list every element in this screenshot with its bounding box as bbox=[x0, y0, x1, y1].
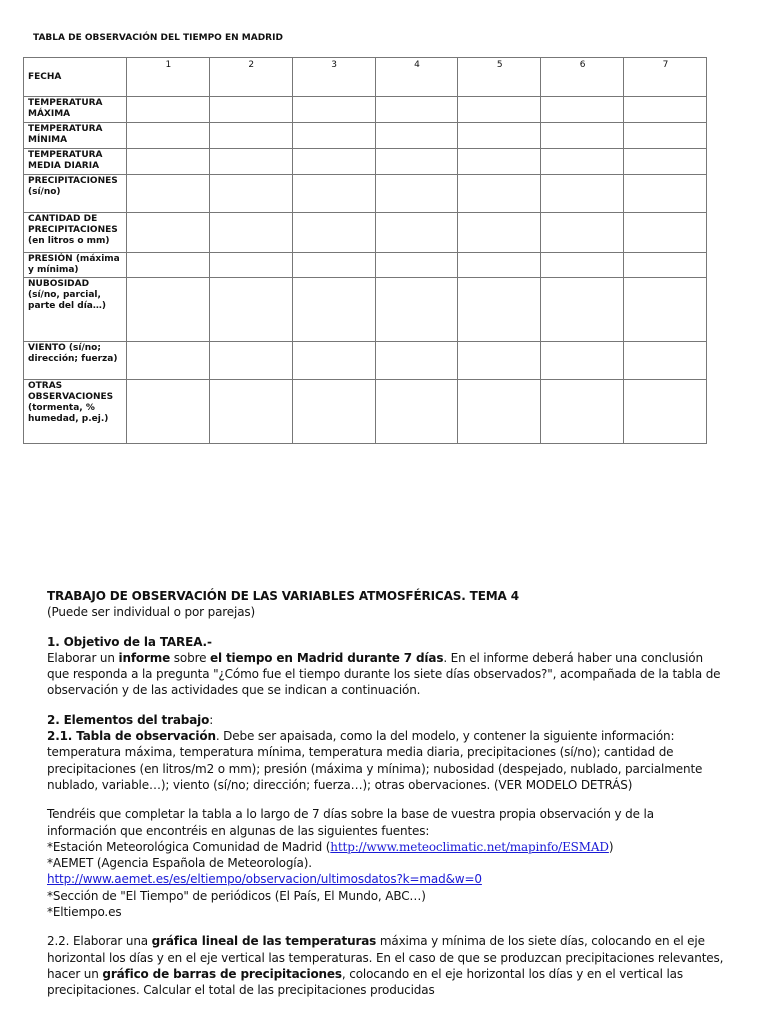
table-cell bbox=[292, 342, 375, 380]
doc-title: TRABAJO DE OBSERVACIÓN DE LAS VARIABLES ATMOSFÉRICAS. TEMA 4 bbox=[47, 589, 519, 603]
table-row bbox=[24, 149, 707, 175]
table-cell bbox=[458, 253, 541, 278]
assignment-text bbox=[47, 588, 727, 999]
table-cell bbox=[375, 123, 458, 149]
table-cell bbox=[127, 213, 210, 253]
table-cell bbox=[458, 175, 541, 213]
table-cell bbox=[127, 253, 210, 278]
table-cell bbox=[127, 123, 210, 149]
table-row bbox=[24, 213, 707, 253]
table-cell bbox=[127, 278, 210, 342]
table-cell bbox=[292, 149, 375, 175]
table-cell bbox=[541, 380, 624, 444]
table-cell bbox=[624, 149, 707, 175]
observation-table bbox=[23, 57, 707, 444]
table-row bbox=[24, 175, 707, 213]
table-cell bbox=[541, 123, 624, 149]
table-cell bbox=[458, 149, 541, 175]
table-cell bbox=[541, 175, 624, 213]
source-item: *AEMET (Agencia Española de Meteorología). bbox=[47, 856, 312, 871]
table-cell bbox=[292, 253, 375, 278]
table-cell bbox=[375, 175, 458, 213]
table-cell bbox=[624, 278, 707, 342]
table-cell bbox=[375, 149, 458, 175]
source-item bbox=[47, 871, 727, 887]
table-cell bbox=[375, 380, 458, 444]
table-cell bbox=[292, 97, 375, 123]
row-label: TEMPERATURA MÍNIMA bbox=[24, 123, 127, 149]
table-cell bbox=[209, 123, 292, 149]
table-cell bbox=[209, 380, 292, 444]
table-cell bbox=[127, 342, 210, 380]
row-label: OTRAS OBSERVACIONES (tormenta, % humedad, p.ej.) bbox=[24, 380, 127, 444]
table-cell bbox=[209, 175, 292, 213]
table-cell bbox=[209, 342, 292, 380]
sources-intro: Tendréis que completar la tabla a lo largo de 7 días sobre la base de vuestra propia observación y de la información que encontréis en algunas de las siguientes fuentes: bbox=[47, 807, 654, 838]
table-cell bbox=[209, 213, 292, 253]
table-cell bbox=[458, 380, 541, 444]
table-cell bbox=[541, 97, 624, 123]
column-header: 3 bbox=[292, 58, 375, 97]
row-label: TEMPERATURA MÁXIMA bbox=[24, 97, 127, 123]
column-header: 5 bbox=[458, 58, 541, 97]
table-row bbox=[24, 278, 707, 342]
table-cell bbox=[127, 97, 210, 123]
table-cell bbox=[624, 253, 707, 278]
column-header: 1 bbox=[127, 58, 210, 97]
table-cell bbox=[209, 278, 292, 342]
table-cell bbox=[127, 175, 210, 213]
table-cell bbox=[375, 253, 458, 278]
row-label: FECHA bbox=[24, 58, 127, 97]
table-cell bbox=[458, 213, 541, 253]
row-label: TEMPERATURA MEDIA DIARIA bbox=[24, 149, 127, 175]
table-cell bbox=[292, 213, 375, 253]
table-row bbox=[24, 58, 707, 97]
table-cell bbox=[541, 253, 624, 278]
column-header: 7 bbox=[624, 58, 707, 97]
table-row bbox=[24, 342, 707, 380]
table-cell bbox=[624, 342, 707, 380]
row-label: NUBOSIDAD (sí/no, parcial, parte del día…) bbox=[24, 278, 127, 342]
table-row bbox=[24, 380, 707, 444]
table-row bbox=[24, 253, 707, 278]
table-cell bbox=[624, 123, 707, 149]
table-cell bbox=[209, 97, 292, 123]
table-cell bbox=[292, 278, 375, 342]
table-cell bbox=[375, 97, 458, 123]
table-cell bbox=[624, 380, 707, 444]
section-2-heading: 2. Elementos del trabajo: bbox=[47, 712, 214, 727]
section-1-paragraph: Elaborar un informe sobre el tiempo en Madrid durante 7 días. En el informe deberá haber una conclusión que responda a la pregunta "¿Cómo fue el tiempo durante los siete días observados?", acompañada de la tabla de observación y de las actividades que se indican a continuación. bbox=[47, 650, 721, 698]
row-label: CANTIDAD DE PRECIPITACIONES (en litros o mm) bbox=[24, 213, 127, 253]
section-2-2-paragraph: 2.2. Elaborar una gráfica lineal de las temperaturas máxima y mínima de los siete días, colocando en el eje horizontal los días y en el eje vertical las temperaturas. En el caso de que se produzcan precipitaciones relevantes, hacer un gráfico de barras de precipitaciones, colocando en el eje horizontal los días y en el vertical las precipitaciones. Calcular el total de las precipitaciones producidas bbox=[47, 934, 724, 998]
table-cell bbox=[292, 380, 375, 444]
table-cell bbox=[209, 253, 292, 278]
table-cell bbox=[375, 342, 458, 380]
table-cell bbox=[541, 342, 624, 380]
table-row bbox=[24, 123, 707, 149]
column-header: 6 bbox=[541, 58, 624, 97]
table-cell bbox=[375, 213, 458, 253]
column-header: 2 bbox=[209, 58, 292, 97]
table-cell bbox=[292, 123, 375, 149]
table-cell bbox=[127, 149, 210, 175]
table-cell bbox=[375, 278, 458, 342]
table-cell bbox=[292, 175, 375, 213]
table-cell bbox=[624, 175, 707, 213]
source-item: *Sección de "El Tiempo" de periódicos (El País, El Mundo, ABC…) bbox=[47, 888, 426, 903]
row-label: PRESIÓN (máxima y mínima) bbox=[24, 253, 127, 278]
table-row bbox=[24, 97, 707, 123]
table-cell bbox=[458, 278, 541, 342]
table-title: TABLA DE OBSERVACIÓN DEL TIEMPO EN MADRID bbox=[33, 33, 283, 43]
section-2-1-paragraph: 2.1. Tabla de observación. Debe ser apaisada, como la del modelo, y contener la siguiente información: temperatura máxima, temperatura mínima, temperatura media diaria, precipitaciones (sí/no); cantidad de precipitaciones (en litros/m2 o mm); presión (máxima y mínima); nubosidad (despejado, nublado, parcialmente nublado, variable…); viento (sí/no; dirección; fuerza…); otras obervaciones. (VER MODELO DETRÁS) bbox=[47, 729, 703, 792]
aemet-link[interactable]: http://www.aemet.es/es/eltiempo/observacion/ultimosdatos?k=mad&w=0 bbox=[47, 872, 482, 887]
table-cell bbox=[624, 213, 707, 253]
section-1-heading: 1. Objetivo de la TAREA.- bbox=[47, 634, 212, 649]
meteoclimatic-link[interactable]: http://www.meteoclimatic.net/mapinfo/ESMAD bbox=[330, 839, 609, 854]
table-cell bbox=[541, 149, 624, 175]
table-cell bbox=[127, 380, 210, 444]
doc-subtitle: (Puede ser individual o por parejas) bbox=[47, 605, 256, 620]
row-label: VIENTO (sí/no; dirección; fuerza) bbox=[24, 342, 127, 380]
row-label: PRECIPITACIONES (sí/no) bbox=[24, 175, 127, 213]
table-cell bbox=[458, 342, 541, 380]
table-cell bbox=[541, 278, 624, 342]
source-item: *Eltiempo.es bbox=[47, 905, 122, 920]
table-cell bbox=[541, 213, 624, 253]
column-header: 4 bbox=[375, 58, 458, 97]
source-item: *Estación Meteorológica Comunidad de Madrid (http://www.meteoclimatic.net/mapinfo/ESMAD) bbox=[47, 839, 614, 854]
table-cell bbox=[458, 123, 541, 149]
table-cell bbox=[458, 97, 541, 123]
table-cell bbox=[624, 97, 707, 123]
table-cell bbox=[209, 149, 292, 175]
